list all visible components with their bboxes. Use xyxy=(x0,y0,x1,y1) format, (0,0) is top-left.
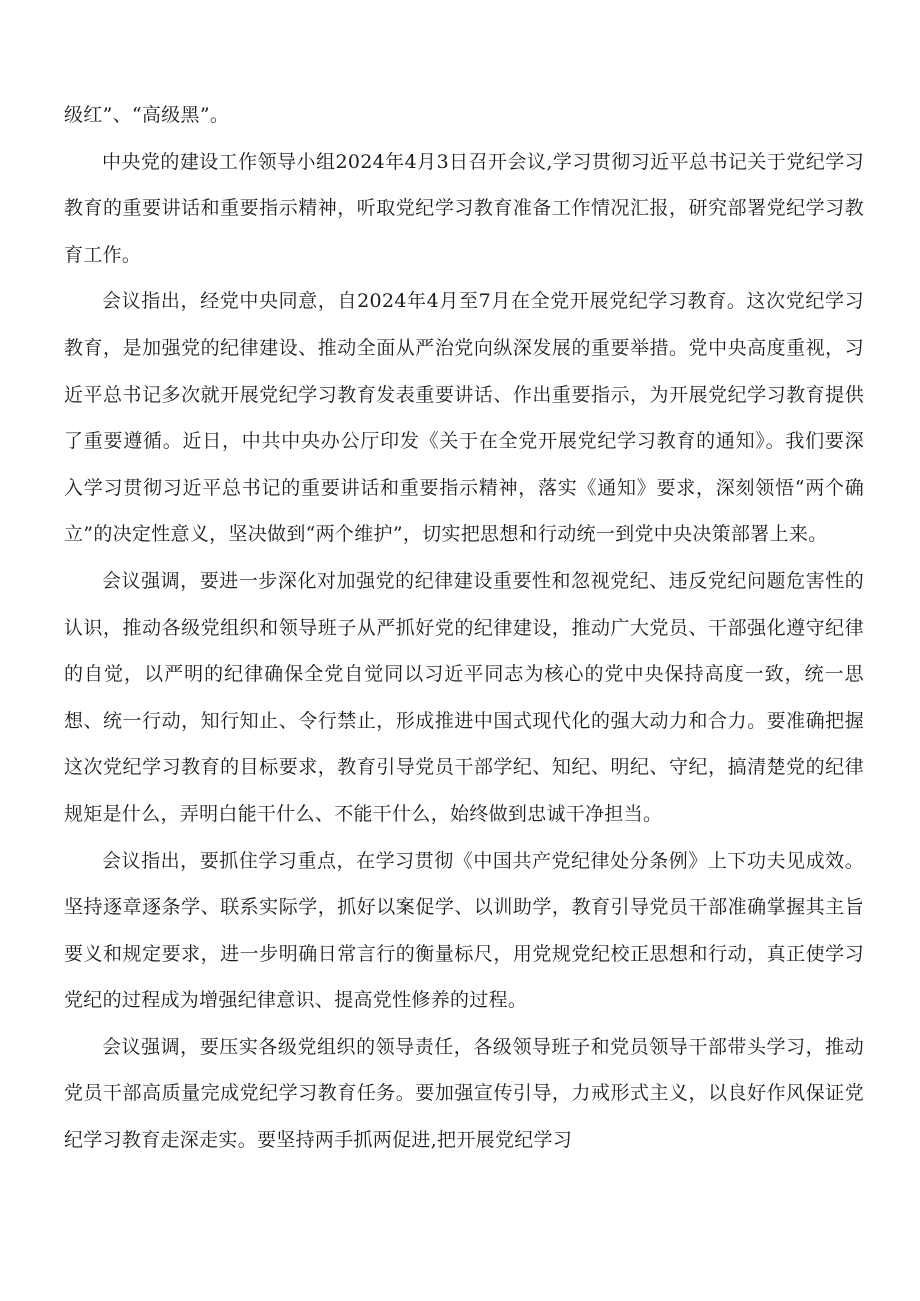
paragraph-meeting-emphasis: 会议强调，要进一步深化对加强党的纪律建设重要性和忽视党纪、违反党纪问题危害性的认识，推动各级党组织和领导班子从严抓好党的纪律建设，推动广大党员、干部强化遵守纪律的自觉，以严明的纪律确保全党自觉同以习近平同志为核心的党中央保持高度一致，统一思想、统一行动，知行知止、令行禁止，形成推进中国式现代化的强大动力和合力。要准确把握这次党纪学习教育的目标要求，教育引导党员干部学纪、知纪、明纪、守纪，搞清楚党的纪律规矩是什么，弄明白能干什么、不能干什么，始终做到忠诚干净担当。 xyxy=(64,569,864,825)
paragraph-responsibility: 会议强调，要压实各级党组织的领导责任，各级领导班子和党员领导干部带头学习，推动党员干部高质量完成党纪学习教育任务。要加强宣传引导，力戒形式主义，以良好作风保证党纪学习教育走深走实。要坚持两手抓两促进,把开展党纪学习 xyxy=(64,1035,864,1152)
paragraph-continuation: 级红”、“高级黑”。 xyxy=(64,104,230,126)
paragraph-study-focus: 会议指出，要抓住学习重点，在学习贯彻《中国共产党纪律处分条例》上下功夫见成效。坚持逐章逐条学、联系实际学，抓好以案促学、以训助学，教育引导党员干部准确掌握其主旨要义和规定要求，进一步明确日常言行的衡量标尺，用党规党纪校正思想和行动，真正使学习党纪的过程成为增强纪律意识、提高党性修养的过程。 xyxy=(64,849,864,1012)
paragraph-meeting-points: 会议指出，经党中央同意，自2024年4月至7月在全党开展党纪学习教育。这次党纪学习教育，是加强党的纪律建设、推动全面从严治党向纵深发展的重要举措。党中央高度重视，习近平总书记多次就开展党纪学习教育发表重要讲话、作出重要指示，为开展党纪学习教育提供了重要遵循。近日，中共中央办公厅印发《关于在全党开展党纪学习教育的通知》。我们要深入学习贯彻习近平总书记的重要讲话和重要指示精神，落实《通知》要求，深刻领悟“两个确立”的决定性意义，坚决做到“两个维护”，切实把思想和行动统一到党中央决策部署上来。 xyxy=(64,290,864,546)
document-body xyxy=(64,92,864,1164)
paragraph-meeting-intro: 中央党的建设工作领导小组2024年4月3日召开会议,学习贯彻习近平总书记关于党纪学习教育的重要讲话和重要指示精神，听取党纪学习教育准备工作情况汇报，研究部署党纪学习教育工作。 xyxy=(64,150,864,266)
